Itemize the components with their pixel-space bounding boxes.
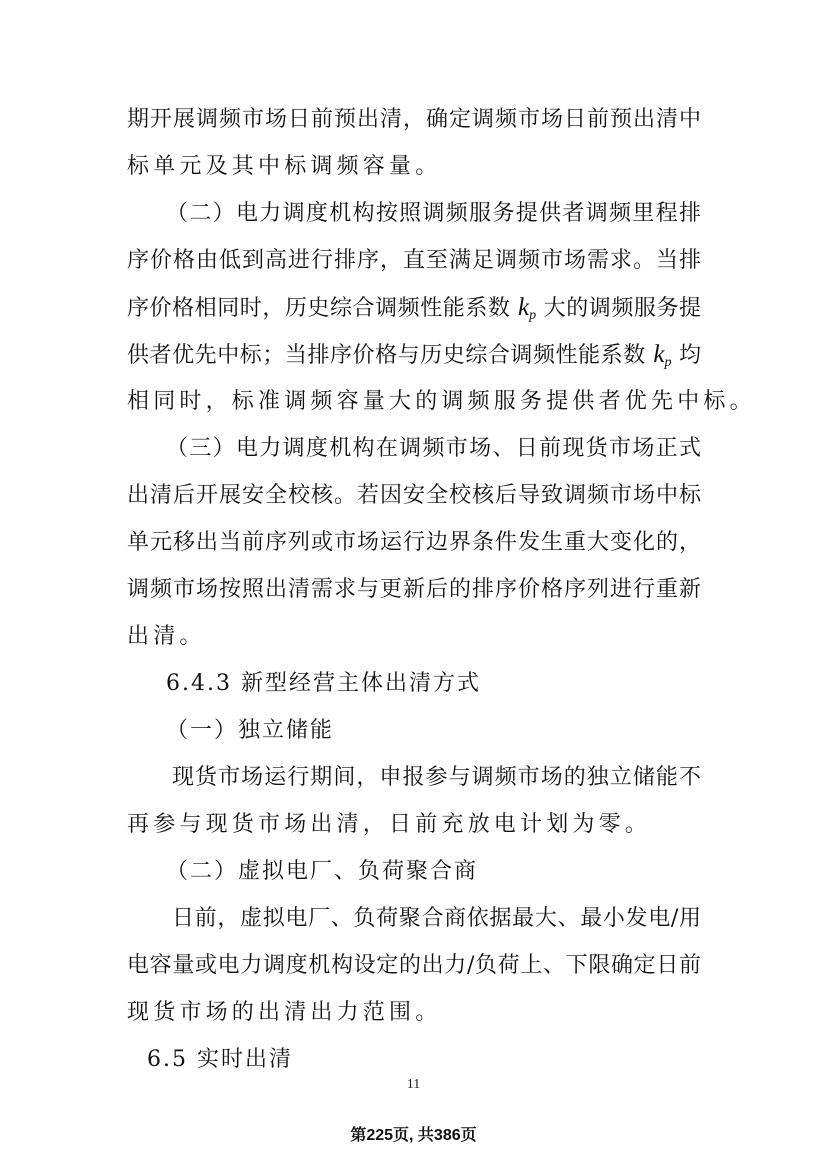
kp-subscript: p — [664, 355, 672, 370]
paragraph-line: 标单元及其中标调频容量。 — [127, 154, 442, 179]
section-heading: 6.5 实时出清 — [147, 1047, 293, 1072]
paragraph-line: （三）电力调度机构在调频市场、日前现货市场正式 — [166, 436, 701, 461]
page-footer: 第225页, 共386页 — [350, 1127, 477, 1144]
text-segment: 均 — [679, 343, 702, 368]
kp-subscript: p — [529, 308, 537, 323]
paragraph-line: 相同时，标准调频容量大的调频服务提供者优先中标。 — [127, 389, 756, 414]
paragraph-line: 日前，虚拟电厂、负荷聚合商依据最大、最小发电/用 — [172, 906, 701, 931]
kp-base: k — [653, 341, 665, 368]
paragraph-line: 单元移出当前序列或市场运行边界条件发生重大变化的， — [127, 530, 701, 555]
text-segment: 序价格相同时，历史综合调频性能系数 — [127, 296, 511, 321]
paragraph-line-with-symbol — [127, 340, 701, 370]
paragraph-line: 再参与现货市场出清，日前充放电计划为零。 — [127, 812, 652, 837]
paragraph-line: 出清后开展安全校核。若因安全校核后导致调频市场中标 — [127, 483, 701, 508]
section-heading: 6.4.3 新型经营主体出清方式 — [166, 671, 481, 696]
kp-symbol — [653, 341, 671, 368]
paragraph-line: 出清。 — [127, 624, 206, 649]
paragraph-line: 调频市场按照出清需求与更新后的排序价格序列进行重新 — [127, 577, 701, 602]
paragraph-line: 期开展调频市场日前预出清，确定调频市场日前预出清中 — [127, 107, 701, 132]
kp-base: k — [518, 294, 530, 321]
text-segment: 大的调频服务提 — [543, 296, 701, 321]
paragraph-line: 序价格由低到高进行排序，直至满足调频市场需求。当排 — [127, 248, 701, 273]
text-segment: 供者优先中标；当排序价格与历史综合调频性能系数 — [127, 343, 646, 368]
page-number: 11 — [406, 1077, 421, 1092]
kp-symbol — [518, 294, 536, 321]
paragraph-line: 现货市场的出清出力范围。 — [127, 1000, 442, 1025]
paragraph-line: 电容量或电力调度机构设定的出力/负荷上、下限确定日前 — [127, 953, 701, 978]
paragraph-line: 现货市场运行期间，申报参与调频市场的独立储能不 — [172, 765, 701, 790]
subsection-heading: （一）独立储能 — [166, 718, 335, 743]
paragraph-line: （二）电力调度机构按照调频服务提供者调频里程排 — [166, 201, 701, 226]
paragraph-line-with-symbol — [127, 293, 701, 323]
subsection-heading: （二）虚拟电厂、负荷聚合商 — [166, 859, 479, 884]
